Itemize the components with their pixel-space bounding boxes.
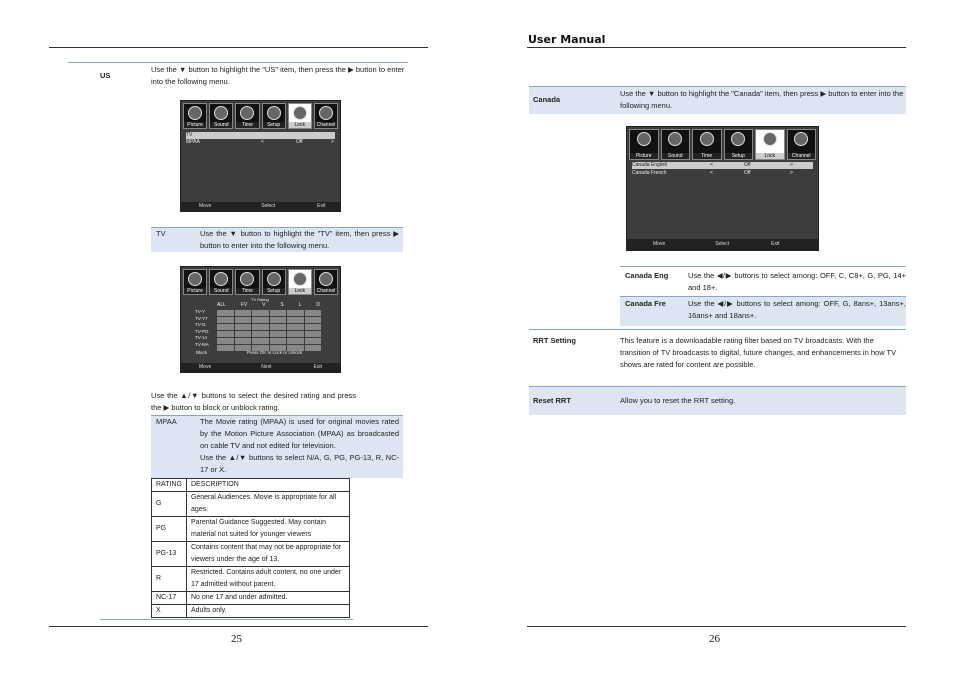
canada-eng-text: Use the ◀/▶ buttons to select among: OFF, C, C8+, G, PG, 14+ and 18+.	[688, 271, 906, 292]
osd-row-mpaa: MPAA < Off >	[186, 139, 334, 145]
table-row: NC-17 No one 17 and under admitted.	[152, 592, 350, 605]
mpaa-description: The Movie rating (MPAA) is used for original movies rated by the Motion Picture Association (MPAA) as broadcasted on cable TV and not edited for television.	[200, 417, 399, 450]
tv-rating-title: TV Rating	[251, 297, 269, 302]
left-footer-rule	[49, 626, 428, 627]
left-bottom-rule-short	[100, 619, 353, 620]
time-tab-icon: Time	[692, 129, 722, 160]
picture-tab-icon: Picture	[183, 269, 207, 295]
table-row: G General Audiences. Movie is appropriate for all ages.	[152, 492, 350, 517]
tv-label: TV	[156, 229, 166, 238]
tv-rating-block: Block Press OK to Lock or Unlock	[196, 350, 303, 355]
table-row: R Restricted. Contains adult content, no one under 17 admitted without parent.	[152, 567, 350, 592]
page-number-left: 25	[231, 633, 242, 645]
menu-tab-bar-3	[629, 129, 816, 160]
sound-tab-icon: Sound	[209, 269, 233, 295]
mpaa-instruction: Use the ▲/▼ buttons to select N/A, G, PG, PG-13, R, NC-17 or X.	[200, 453, 399, 474]
canada-text: Use the ▼ button to highlight the "Canada" item, then press ▶ button to enter into the following menu.	[620, 89, 904, 110]
tv-text: Use the ▼ button to highlight the "TV" item, then press ▶ button to enter into the following menu.	[200, 229, 399, 250]
sound-tab-icon: Sound	[209, 103, 233, 129]
channel-tab-icon: Channel	[314, 269, 338, 295]
picture-tab-icon: Picture	[183, 103, 207, 129]
canada-fre-label: Canada Fre	[625, 299, 666, 308]
table-row: PG-13 Contains content that may not be appropriate for viewers under the age of 13.	[152, 542, 350, 567]
osd-footer: Move Select Exit	[181, 202, 340, 211]
osd-row-canada-english: Canada English < Off >	[632, 162, 813, 169]
mpaa-label: MPAA	[156, 417, 177, 426]
lock-tab-icon: Lock	[755, 129, 785, 160]
rating-table	[151, 478, 350, 618]
lock-tab-icon: Lock	[288, 103, 312, 129]
tv-rating-columns: ALL FV V S L D	[217, 302, 320, 308]
table-header: RATING DESCRIPTION	[152, 479, 350, 492]
setup-tab-icon: Setup	[262, 103, 286, 129]
us-text: Use the ▼ button to highlight the "US" item, then press the ▶ button to enter into the following menu.	[151, 65, 405, 86]
tv-rating-grid	[217, 310, 321, 351]
us-label: US	[100, 71, 111, 80]
reset-rrt-text: Allow you to reset the RRT setting.	[620, 396, 736, 405]
picture-tab-icon: Picture	[629, 129, 659, 160]
lock-tab-icon: Lock	[288, 269, 312, 295]
menu-tab-bar-2	[183, 269, 338, 295]
tv-rating-osd-screenshot	[180, 266, 341, 373]
rrt-rule	[529, 329, 906, 330]
setup-tab-icon: Setup	[724, 129, 754, 160]
osd-row-tv: TV	[186, 132, 335, 139]
canada-label: Canada	[533, 95, 561, 104]
rrt-setting-text: This feature is a downloadable rating filter based on TV broadcasts. With the transition of TV broadcasts to digital, future changes, and enhancements in how TV shows are rated for content are possible.	[620, 336, 897, 369]
channel-tab-icon: Channel	[314, 103, 338, 129]
osd-footer-3: Move Select Exit	[627, 239, 818, 250]
us-osd-screenshot	[180, 100, 341, 212]
tv-rating-row-labels: TV-Y TV-Y7 TV-G TV-PG TV-14 TV-MA	[195, 309, 209, 347]
time-tab-icon: Time	[235, 103, 259, 129]
left-top-rule	[49, 47, 428, 48]
canada-fre-text: Use the ◀/▶ buttons to select among: OFF, G, 8ans+, 13ans+, 16ans+ and 18ans+.	[688, 299, 906, 320]
osd-row-canada-french: Canada French < Off >	[632, 170, 793, 176]
time-tab-icon: Time	[235, 269, 259, 295]
channel-tab-icon: Channel	[787, 129, 817, 160]
left-us-rule	[68, 62, 408, 63]
right-footer-rule	[527, 626, 906, 627]
right-top-rule	[527, 47, 906, 48]
page-number-right: 26	[709, 633, 720, 645]
canada-osd-screenshot	[626, 126, 819, 251]
canada-eng-rule	[620, 266, 906, 267]
osd-footer-2: Move Next Exit	[181, 363, 340, 372]
mpaa-text	[200, 416, 399, 476]
canada-eng-label: Canada Eng	[625, 271, 669, 280]
table-row: X Adults only.	[152, 605, 350, 618]
rrt-setting-label: RRT Setting	[533, 336, 576, 345]
menu-tab-bar	[183, 103, 338, 129]
header-title: User Manual	[528, 33, 606, 46]
reset-rrt-label: Reset RRT	[533, 396, 571, 405]
sound-tab-icon: Sound	[661, 129, 691, 160]
tv-note: Use the ▲/▼ buttons to select the desired rating and press the ▶ button to block or unblock rating.	[151, 391, 356, 412]
setup-tab-icon: Setup	[262, 269, 286, 295]
table-row: PG Parental Guidance Suggested. May contain material not suited for younger viewers	[152, 517, 350, 542]
